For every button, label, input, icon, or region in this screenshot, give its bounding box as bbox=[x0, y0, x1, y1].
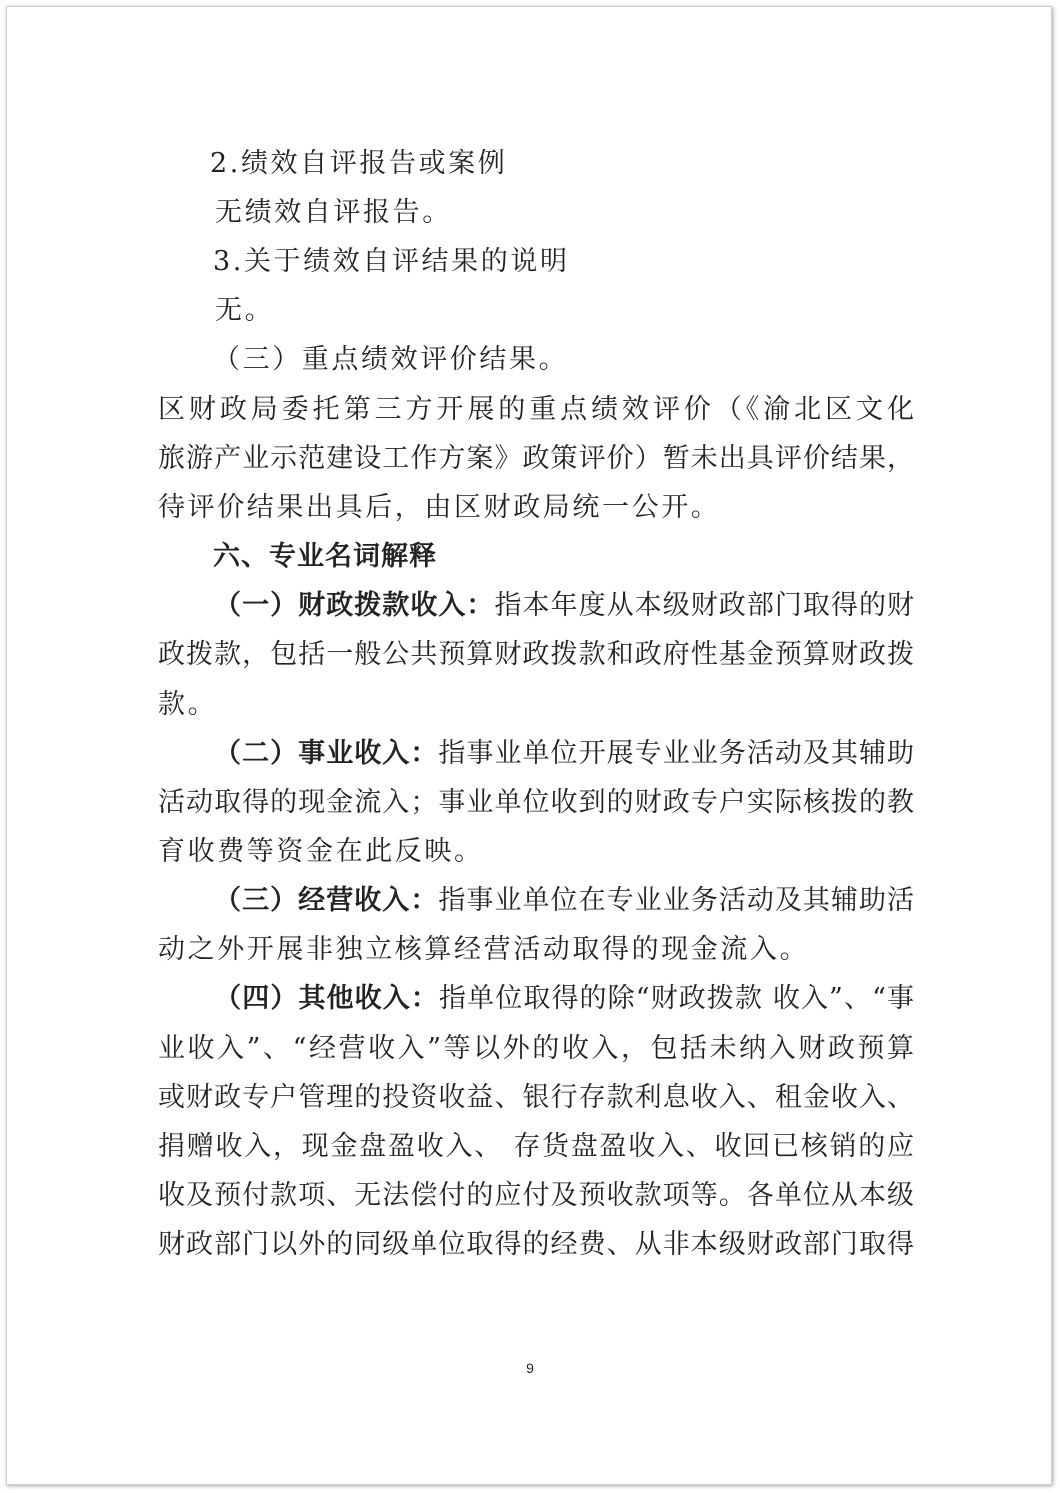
paragraph-line bbox=[158, 983, 914, 1015]
paragraph-line: 旅游产业示范建设工作方案》政策评价）暂未出具评价结果， bbox=[158, 443, 914, 474]
paragraph-line: 款。 bbox=[158, 689, 218, 720]
paragraph-line bbox=[158, 885, 914, 917]
paragraph-line: 无绩效自评报告。 bbox=[215, 197, 452, 228]
paragraph-line: 业收入”、“经营收入”等以外的收入，包括未纳入财政预算 bbox=[158, 1033, 914, 1064]
page-number: 9 bbox=[526, 1360, 534, 1376]
paragraph-line: 待评价结果出具后，由区财政局统一公开。 bbox=[158, 492, 721, 523]
term-other-income: （四）其他收入： bbox=[213, 983, 439, 1014]
paragraph-line: 财政部门以外的同级单位取得的经费、从非本级财政部门取得 bbox=[158, 1229, 914, 1260]
subsection-heading-self-evaluation-results: 3.关于绩效自评结果的说明 bbox=[213, 246, 570, 277]
paragraph-line: 区财政局委托第三方开展的重点绩效评价（《渝北区文化 bbox=[158, 394, 914, 425]
paragraph-line: 捐赠收入，现金盘盈收入、 存货盘盈收入、收回已核销的应 bbox=[158, 1131, 914, 1162]
paragraph-line: 活动取得的现金流入；事业单位收到的财政专户实际核拨的教 bbox=[158, 787, 914, 818]
definition-text: 指事业单位在专业业务活动及其辅助活 bbox=[438, 885, 915, 916]
paragraph-line: 无。 bbox=[215, 295, 275, 326]
section-heading-terms: 六、专业名词解释 bbox=[213, 541, 437, 572]
paragraph-line: 政拨款，包括一般公共预算财政拨款和政府性基金预算财政拨 bbox=[158, 639, 914, 670]
paragraph-line: 动之外开展非独立核算经营活动取得的现金流入。 bbox=[158, 934, 810, 965]
subsection-heading-self-evaluation-report: 2.绩效自评报告或案例 bbox=[210, 148, 508, 179]
paragraph-line: 或财政专户管理的投资收益、银行存款利息收入、租金收入、 bbox=[158, 1082, 914, 1113]
definition-text: 指事业单位开展专业业务活动及其辅助 bbox=[438, 738, 915, 769]
definition-text: 指本年度从本级财政部门取得的财 bbox=[494, 590, 915, 621]
paragraph-line bbox=[158, 590, 914, 622]
term-operating-income: （三）经营收入： bbox=[213, 885, 439, 916]
term-business-income: （二）事业收入： bbox=[213, 738, 439, 769]
subsection-heading-key-evaluation: （三）重点绩效评价结果。 bbox=[213, 344, 569, 375]
paragraph-line: 收及预付款项、无法偿付的应付及预收款项等。各单位从本级 bbox=[158, 1180, 914, 1211]
paragraph-line bbox=[158, 738, 914, 770]
term-fiscal-appropriation-income: （一）财政拨款收入： bbox=[213, 590, 495, 621]
definition-text: 指单位取得的除“财政拨款 收入”、“事 bbox=[439, 983, 914, 1014]
paragraph-line: 育收费等资金在此反映。 bbox=[158, 836, 484, 867]
